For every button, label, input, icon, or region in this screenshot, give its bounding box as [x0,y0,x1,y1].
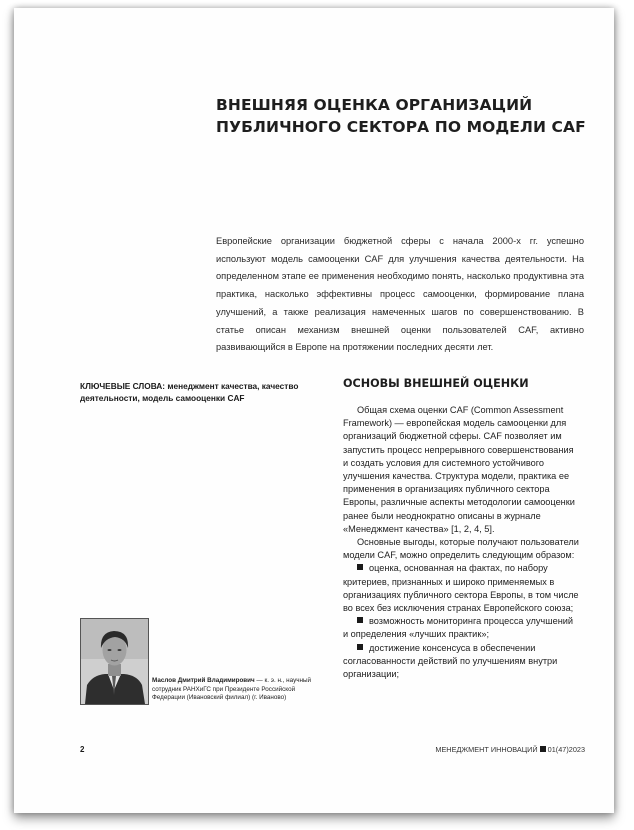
bullet-text: возможность мониторинга процесса улучшений и определения «лучших практик»; [343,616,574,640]
page-number: 2 [80,745,85,754]
author-portrait-image [81,619,148,704]
article-abstract: Европейские организации бюджетной сферы с начала 2000-х гг. успешно используют модель самооценки CAF для улучшения качества деятельности. На определенном этапе ее применения необходимо понять, насколько продуктивна эта практика, насколько эффективны процесс самооценки, формирование плана улучшений, а также реализация намеченных шагов по совершенствованию. В статье описан механизм внешней оценки пользователей CAF, активно развивающийся в Европе на протяжении последних десяти лет. [216,236,584,353]
bullet-item [343,642,579,682]
section-heading: ОСНОВЫ ВНЕШНЕЙ ОЦЕНКИ [343,377,529,390]
bullet-text: достижение консенсуса в обеспечении согласованности действий по улучшениям внутри организации; [343,642,558,680]
bullet-square-icon [357,644,363,650]
journal-issue: 01(47)2023 [547,745,585,754]
author-name: Маслов Дмитрий Владимирович [152,677,255,684]
keywords: КЛЮЧЕВЫЕ СЛОВА: менеджмент качества, качество деятельности, модель самооценки CAF [80,381,299,403]
bullet-square-icon [357,564,363,570]
body-paragraph: Основные выгоды, которые получают пользователи модели CAF, можно определить следующим образом: [343,537,579,561]
journal-name: МЕНЕДЖМЕНТ ИННОВАЦИЙ [435,745,538,754]
bullet-square-icon [357,617,363,623]
journal-footer [435,745,585,754]
bullet-text: оценка, основанная на фактах, по набору критериев, признанных и широко применяемых в организациях публичного сектора Европы, в том числе во всех без исключения странах Европейского союза; [343,563,579,614]
article-title [216,94,586,138]
bullet-item [343,562,579,615]
bullet-item [343,615,579,641]
author-details: — к. э. н., научный сотрудник РАНХиГС при Президенте Российской Федерации (Ивановский филиал) (г. Иваново) [152,677,312,702]
body-paragraph: Общая схема оценки CAF (Common Assessment Framework) — европейская модель самооценки для организаций бюджетной сферы. CAF позволяет им запустить процесс непрерывного совершенствования и создать условия для системного устойчивого улучшения качества. Структура модели, практика ее применения в организациях публичного сектора Европы, различные аспекты методологии самооценки ранее были неоднократно описаны в журнале «Менеджмент качества» [1, 2, 4, 5]. [343,405,575,534]
article-body [343,404,579,681]
footer-square-icon [540,746,546,752]
author-info [152,677,322,703]
title-line-1: ВНЕШНЯЯ ОЦЕНКА ОРГАНИЗАЦИЙ [216,96,533,114]
author-photo [80,618,149,705]
title-line-2: ПУБЛИЧНОГО СЕКТОРА ПО МОДЕЛИ CAF [216,118,586,136]
